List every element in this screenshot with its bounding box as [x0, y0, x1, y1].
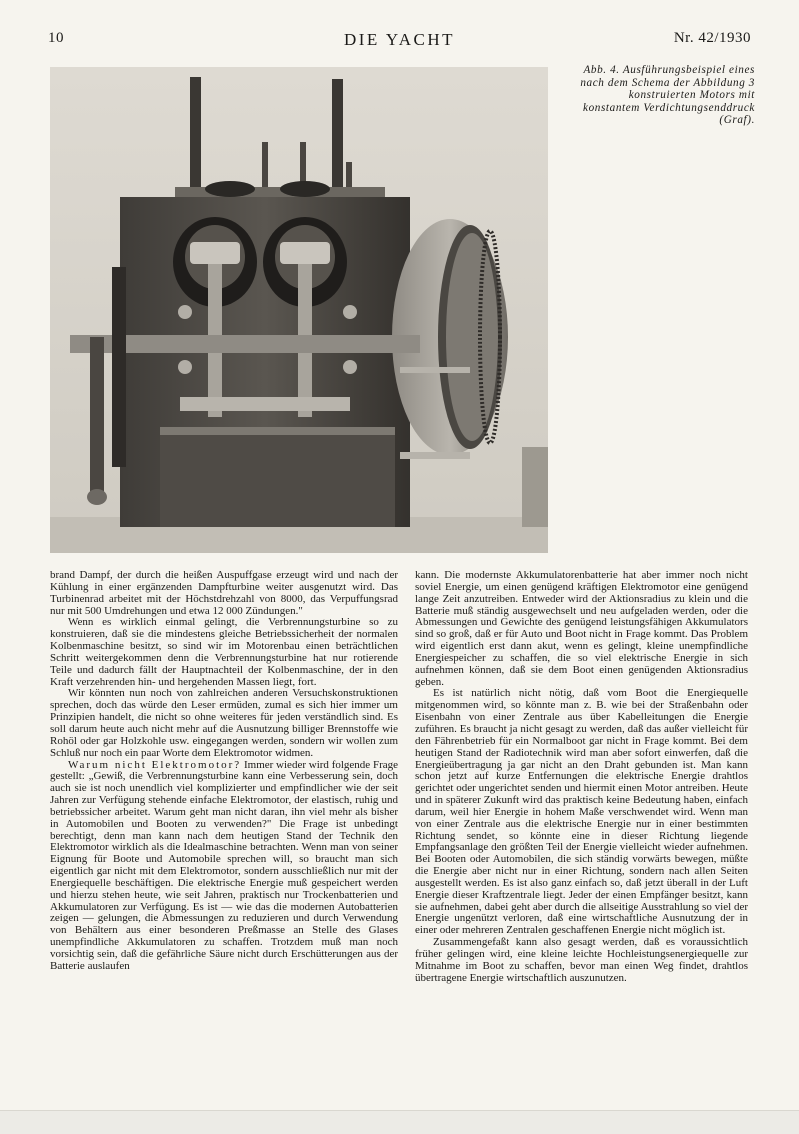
paragraph: Wenn es wirklich einmal gelingt, die Verbrennungsturbine so zu konstruieren, daß sie die mindestens gleiche Betriebssicherheit der normalen Kolbenmaschine besitzt, so sind wir im Motorenbau einen beträchtlichen Schritt weitergekommen denn die Verbrennungsturbine hat nur rotierende Teile und dadurch fällt der Hauptnachteil der Kolbenmaschine, der in den Kraft verzehrenden hin- und hergehenden Massen liegt, fort.: [50, 616, 398, 688]
section-heading: Warum nicht Elektromotor?: [68, 758, 242, 771]
right-text-column: [415, 570, 748, 985]
paragraph: kann. Die modernste Akkumulatorenbatterie hat aber immer noch nicht soviel Energie, um einen genügend kräftigen Elektromotor eine genügend lange Zeit anzutreiben. Entweder wird der Aktionsradius zu klein und die Batterie muß ständig ausgewechselt und neu aufgeladen werden, oder die Abmessungen und Gewichte des genügend leistungsfähigen Akkumulators sind so groß, daß er für Auto und Boot nicht in Frage kommt. Das Problem wird eigentlich erst dann akut, wenn es gelingt, kleine unempfindliche Energiespeicher zu schaffen, die so viel elektrische Energie in sich aufnehmen können, daß sie dem Boot einen genügenden Aktionsradius geben.: [415, 569, 748, 688]
paragraph: brand Dampf, der durch die heißen Auspuffgase erzeugt wird und nach der Kühlung in einer ergänzenden Dampfturbine weiter ausgenutzt wird. Das Turbinenrad arbeitet mit der Höchstdrehzahl von 8000, das Verpuffungsrad nur mit 500 Umdrehungen und etwa 12 000 Zündungen.": [50, 569, 398, 617]
journal-title: DIE YACHT: [343, 30, 456, 49]
page-number: 10: [48, 30, 64, 46]
paragraph: [50, 760, 398, 973]
paragraph: Zusammengefaßt kann also gesagt werden, daß es voraussichtlich früher gelingen wird, eine kleine leichte Hochleistungsenergiequelle zur Mitnahme im Boot zu schaffen, bevor man einen Weg findet, drahtlos übertragene Energie wirtschaftlich auszunutzen.: [415, 936, 748, 984]
left-text-column: [50, 570, 398, 973]
engine-illustration: [50, 67, 548, 553]
paragraph-body: Immer wieder wird folgende Frage gestellt: „Gewiß, die Verbrennungsturbine kann eine Verbesserung sein, doch auch sie ist noch unendlich viel komplizierter und empfindlicher wie der seit Jahren zur Verfügung stehende einfache Elektromotor, der elastisch, ruhig und betriebssicher arbeitet. Warum geht man nicht daran, ihn viel mehr als bisher in Automobilen und Booten zu verwenden?" Die Frage ist unbedingt berechtigt, denn man kann nach dem heutigen Stand der Technik den Elektromotor wirklich als die Idealmaschine betrachten. Wenn man von seiner Eignung für Boote und Automobile sprechen will, so braucht man sich eigentlich gar nicht mit dem Elektromotor, sondern ausschließlich nur mit der Energiequelle beschäftigen. Die elektrische Energie muß gespeichert werden und hierzu stehen heute, wie seit Jahren, praktisch nur Trockenbatterien und Akkumulatoren zur Verfügung. Es ist — wie das die modernen Autobatterien zeigen — gelungen, die Abmessungen zu reduzieren und durch Verwendung von Behältern aus einer besonderen Preßmasse an Stelle des Glases unempfindliche Akkumulatoren zu schaffen. Trotzdem muß man noch vorsichtig sein, daß die gefährliche Säure nicht durch Erschütterungen aus der Batterie auslaufen: [50, 758, 398, 972]
issue-number: Nr. 42/1930: [673, 30, 751, 46]
figure-caption: Abb. 4. Ausführungsbeispiel eines nach dem Schema der Abbildung 3 konstruierten Motors mit konstantem Verdichtungsenddruck (Graf).: [580, 64, 755, 127]
paragraph: Es ist natürlich nicht nötig, daß vom Boot die Energiequelle mitgenommen wird, so könnte man z. B. wie bei der Straßenbahn oder Eisenbahn von einer Zentrale aus über Kabelleitungen die Energie zuführen. Es braucht ja nicht gesagt zu werden, daß das außer vielleicht für den Fährenbetrieb für ein Normalboot gar nicht in Frage kommt. Bei dem heutigen Stand der Radiotechnik wird man aber sofort einwerfen, daß die Energieübertragung ja gar nicht an den Draht gebunden ist. Man kann schon jetzt auf kurze Entfernungen die elektrische Energie drahtlos gerichtet oder ungerichtet senden und hiermit einen Motor antreiben. Heute und in späterer Zukunft wird das praktisch keine Bedeutung haben, einfach darum, weil hier Energie in hohem Maße verschwendet wird. Wenn man von einer Zentrale aus die elektrische Energie nur in einer bestimmten Richtung sendet, so könnte eine in dieser Richtung liegende Empfangsanlage den größten Teil der Energie vielleicht wieder aufnehmen. Bei Booten oder Automobilen, die sich ständig vorwärts bewegen, müßte die Energie aber nicht nur in einer Richtung, sondern nach allen Seiten ausgestellt werden. Es ist also ganz einfach so, daß jetzt überall in der Luft Energie dieser Kraftzentrale liegt. Jeder der einen Empfänger besitzt, kann sie aufnehmen, dabei geht aber durch die allseitige Ausstrahlung so viel der Energie ungenützt verloren, daß eine wirtschaftliche Ausnutzung der in einer oder mehreren Zentralen geschaffenen Energie nicht möglich ist.: [415, 687, 748, 937]
page-bottom-edge: [0, 1110, 799, 1134]
engine-photograph: [50, 67, 548, 553]
paragraph: Wir könnten nun noch von zahlreichen anderen Versuchskonstruktionen sprechen, doch das würde den Leser ermüden, zumal es sich hier immer um Prinzipien handelt, die nicht so ohne weiteres für jeden verständlich sind. Es soll darum heute auch nicht mehr auf die Ausnutzung billiger Brennstoffe wie Rohöl oder gar Holzkohle usw. eingegangen werden, sondern wir wollen zum Schluß nur noch ein paar Worte dem Elektromotor widmen.: [50, 687, 398, 759]
